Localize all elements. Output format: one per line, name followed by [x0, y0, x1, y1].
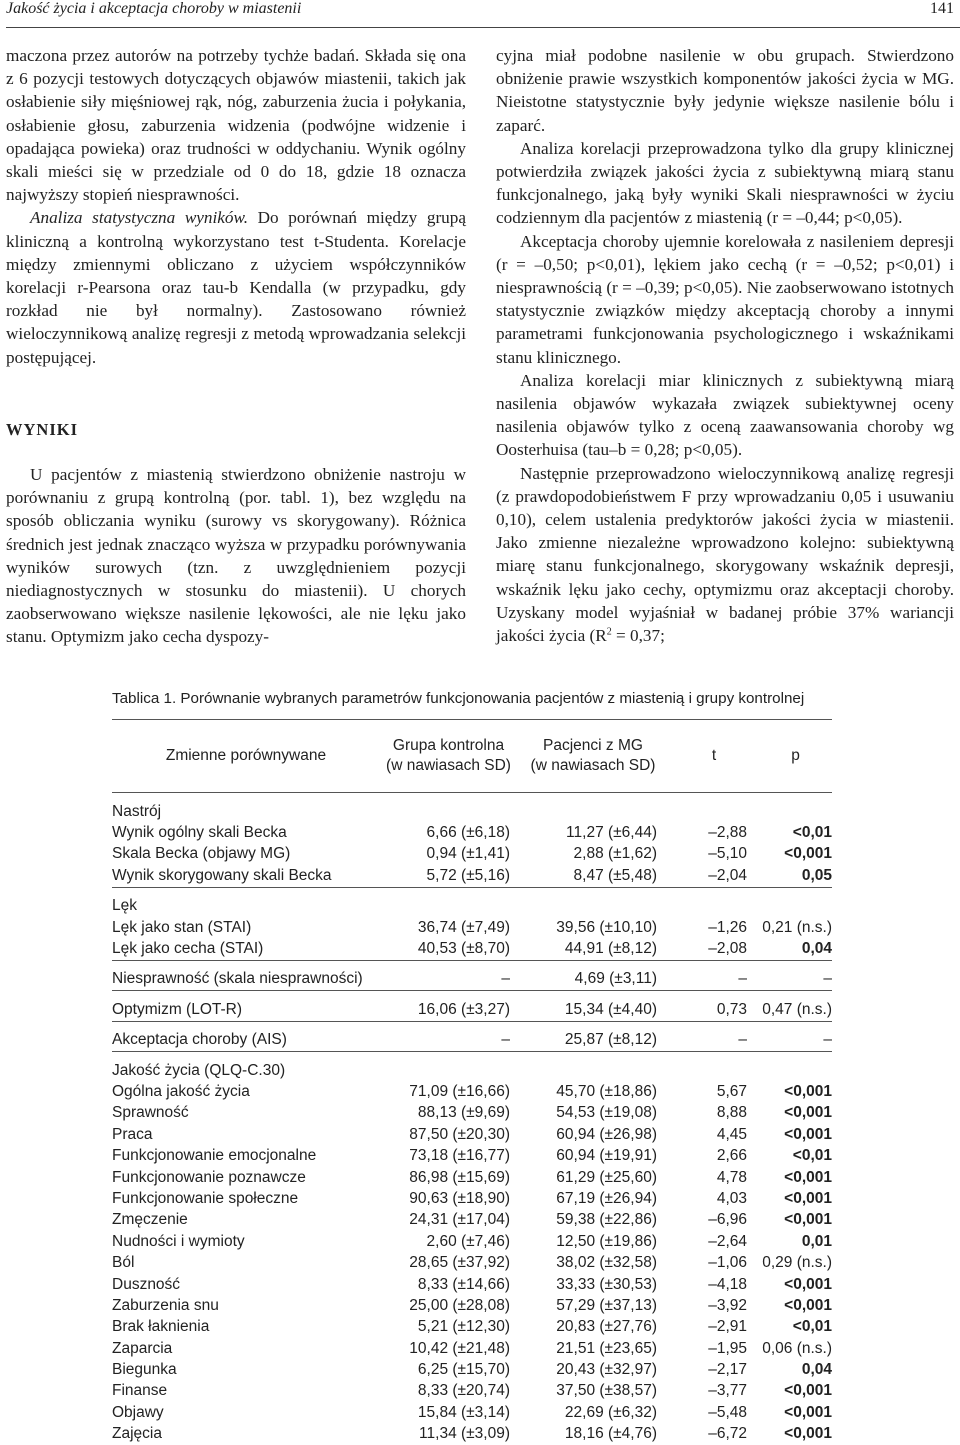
header-t: t — [711, 747, 717, 764]
group-separator — [112, 1021, 832, 1030]
cell-mg: 57,29 (±37,13) — [556, 1296, 657, 1314]
cell-p: <0,001 — [784, 1403, 832, 1421]
cell-mg: 54,53 (±19,08) — [556, 1104, 657, 1122]
row-label: Zajęcia — [112, 1425, 162, 1443]
cell-p: 0,21 (n.s.) — [762, 918, 832, 936]
table-row — [112, 1167, 832, 1188]
row-label: Nudności i wymioty — [112, 1232, 245, 1250]
cell-mg: 22,69 (±6,32) — [564, 1403, 657, 1421]
left-column — [6, 44, 466, 649]
cell-control: 5,72 (±5,16) — [426, 866, 510, 884]
table-row — [112, 1210, 832, 1231]
cell-mg: 37,50 (±38,57) — [556, 1382, 657, 1400]
table-row — [112, 1252, 832, 1273]
statistics-lead: Analiza statystyczna wyników. — [30, 208, 249, 228]
cell-mg: 21,51 (±23,65) — [556, 1339, 657, 1357]
table-row — [112, 1030, 832, 1052]
cell-mg: 45,70 (±18,86) — [556, 1082, 657, 1100]
cell-t: 0,73 — [716, 1000, 747, 1018]
cell-p: <0,001 — [784, 1296, 832, 1314]
cell-mg: 67,19 (±26,94) — [556, 1189, 657, 1207]
cell-p: 0,06 (n.s.) — [762, 1339, 832, 1357]
cell-p: <0,01 — [792, 824, 832, 842]
group-title: Jakość życia (QLQ-C.30) — [112, 1061, 286, 1079]
cell-t: –2,64 — [708, 1232, 747, 1250]
group-title-row — [112, 896, 832, 917]
separator-cell — [112, 793, 832, 802]
cell-t: –1,26 — [708, 918, 747, 936]
cell-mg: 33,33 (±30,53) — [556, 1275, 657, 1293]
cell-control: 16,06 (±3,27) — [417, 1000, 510, 1018]
cell-t: –2,91 — [708, 1318, 747, 1336]
table-row — [112, 1145, 832, 1166]
cell-p: <0,001 — [784, 1425, 832, 1443]
cell-t: –2,08 — [708, 940, 747, 958]
cell-p: 0,01 — [801, 1232, 832, 1250]
cell-mg: 59,38 (±22,86) — [556, 1211, 657, 1229]
group-title-row — [112, 801, 832, 822]
group-separator — [112, 793, 832, 802]
header-control — [380, 720, 517, 793]
superscript-2: 2 — [606, 626, 612, 638]
cell-t: –5,10 — [708, 845, 747, 863]
cell-p: <0,001 — [784, 1125, 832, 1143]
cell-mg: 25,87 (±8,12) — [564, 1031, 657, 1049]
row-label: Funkcjonowanie emocjonalne — [112, 1147, 317, 1165]
table-row — [112, 917, 832, 938]
cell-mg: 2,88 (±1,62) — [573, 845, 657, 863]
cell-mg: 11,27 (±6,44) — [566, 824, 657, 842]
header-p: p — [791, 747, 800, 764]
table-row — [112, 1188, 832, 1209]
group-title-row — [112, 1060, 832, 1081]
row-label: Duszność — [112, 1275, 181, 1293]
header-control-line2: (w nawiasach SD) — [386, 757, 511, 774]
cell-t: –3,77 — [708, 1382, 747, 1400]
cell-control: 90,63 (±18,90) — [409, 1189, 510, 1207]
table-row — [112, 1231, 832, 1252]
cell-t: –2,17 — [708, 1361, 747, 1379]
cell-p: – — [823, 970, 832, 988]
table-row — [112, 822, 832, 843]
row-label: Skala Becka (objawy MG) — [112, 845, 291, 863]
paragraph-correlation-1: Analiza korelacji przeprowadzona tylko dla grupy klinicznej potwierdziła związek jakości życia z subiektywną miarą stanu funkcjonalnego, jaką były wyniki Skali niesprawności w życiu codziennym dla pacjentów z miastenią (r = –0,44; p<0,05). — [496, 138, 954, 228]
cell-t: – — [738, 1031, 747, 1049]
cell-p: <0,01 — [792, 1147, 832, 1165]
table-body — [112, 793, 832, 1445]
table-row — [112, 844, 832, 865]
row-label: Zaparcia — [112, 1339, 173, 1357]
cell-p: 0,04 — [801, 1361, 832, 1379]
table-row — [112, 1317, 832, 1338]
cell-control: 0,94 (±1,41) — [426, 845, 510, 863]
cell-mg: 8,47 (±5,48) — [573, 866, 657, 884]
group-title: Lęk — [112, 897, 137, 915]
cell-mg: 60,94 (±26,98) — [556, 1125, 657, 1143]
cell-control: – — [501, 970, 510, 988]
cell-p: <0,01 — [792, 1318, 832, 1336]
header-mg-line1: Pacjenci z MG — [543, 737, 643, 754]
table-row — [112, 1402, 832, 1423]
cell-mg: 60,94 (±19,91) — [556, 1147, 657, 1165]
cell-t: 4,78 — [716, 1168, 747, 1186]
table-header-row — [112, 720, 832, 793]
table-caption: Tablica 1. Porównanie wybranych parametrów funkcjonowania pacjentów z miastenią i grupy kontrolnej — [112, 690, 805, 707]
cell-t: 5,67 — [716, 1082, 747, 1100]
paragraph-correlation-2: Akceptacja choroby ujemnie korelowała z nasileniem depresji (r = –0,50; p<0,01), lękiem jako cechą (r = –0,52; p<0,01) i niesprawnością (r = –0,39; p<0,05). Nie zaobserwowano istotnych statystycznie związków między akceptacją choroby a innymi parametrami funkcjonowania psychologicznego i wskaźnikami stanu klinicznego. — [496, 231, 954, 367]
table-row — [112, 1381, 832, 1402]
cell-control: 11,34 (±3,09) — [419, 1425, 510, 1443]
cell-p: <0,001 — [784, 845, 832, 863]
cell-p: 0,29 (n.s.) — [762, 1254, 832, 1272]
paragraph-results-2: cyjna miał podobne nasilenie w obu grupach. Stwierdzono obniżenie prawie wszystkich komponentów jakości życia w MG. Nieistotne statystycznie były jedynie większe nasilenie bólu i zaparć. — [496, 46, 954, 135]
cell-t: –5,48 — [708, 1403, 747, 1421]
cell-p: <0,001 — [784, 1168, 832, 1186]
row-label: Funkcjonowanie społeczne — [112, 1189, 299, 1207]
row-label: Biegunka — [112, 1361, 177, 1379]
page-number: 141 — [930, 0, 954, 17]
cell-control: 87,50 (±20,30) — [409, 1125, 510, 1143]
cell-p: <0,001 — [784, 1082, 832, 1100]
row-label: Zmęczenie — [112, 1211, 188, 1229]
row-label: Objawy — [112, 1403, 164, 1421]
section-heading-results: WYNIKI — [6, 419, 79, 439]
paragraph-regression — [496, 462, 954, 648]
row-label: Lęk jako stan (STAI) — [112, 918, 252, 936]
cell-p: <0,001 — [784, 1104, 832, 1122]
running-title: Jakość życia i akceptacja choroby w miastenii — [6, 0, 302, 17]
cell-p: 0,47 (n.s.) — [762, 1000, 832, 1018]
table-row — [112, 1338, 832, 1359]
row-label: Niesprawność (skala niesprawności) — [112, 970, 363, 988]
cell-mg: 44,91 (±8,12) — [564, 940, 657, 958]
group-separator — [112, 887, 832, 896]
separator-cell — [112, 991, 832, 1000]
cell-control: 40,53 (±8,70) — [417, 940, 510, 958]
cell-control: 25,00 (±28,08) — [409, 1296, 510, 1314]
row-label: Ból — [112, 1254, 135, 1272]
table-row — [112, 938, 832, 960]
row-label: Brak łaknienia — [112, 1318, 210, 1336]
cell-control: 5,21 (±12,30) — [417, 1318, 510, 1336]
cell-control: 88,13 (±9,69) — [417, 1104, 510, 1122]
right-column — [496, 44, 954, 647]
cell-p: <0,001 — [784, 1189, 832, 1207]
running-header — [6, 0, 960, 26]
cell-mg: 15,34 (±4,40) — [564, 1000, 657, 1018]
cell-t: –2,88 — [708, 824, 747, 842]
cell-t: –2,04 — [708, 866, 747, 884]
row-label: Wynik skorygowany skali Becka — [112, 866, 332, 884]
regression-text-end: = 0,37; — [611, 626, 665, 646]
cell-t: – — [738, 970, 747, 988]
cell-t: –3,92 — [708, 1296, 747, 1314]
header-mg — [517, 720, 669, 793]
row-label: Optymizm (LOT-R) — [112, 1000, 243, 1018]
cell-t: –1,95 — [708, 1339, 747, 1357]
row-label: Funkcjonowanie poznawcze — [112, 1168, 306, 1186]
row-label: Sprawność — [112, 1104, 189, 1122]
cell-control: 10,42 (±21,48) — [409, 1339, 510, 1357]
separator-cell — [112, 1051, 832, 1060]
cell-control: 6,66 (±6,18) — [426, 824, 510, 842]
header-mg-line2: (w nawiasach SD) — [530, 757, 656, 774]
paragraph-correlation-3: Analiza korelacji miar klinicznych z subiektywną miarą nasilenia objawów wykazała związek subiektywnej oceny nasilenia objawów tylko z oceną zaawansowania choroby wg Oosterhuisa (tau–b = 0,28; p<0,05). — [496, 370, 954, 460]
cell-control: – — [501, 1031, 510, 1049]
cell-t: –4,18 — [708, 1275, 747, 1293]
cell-p: 0,04 — [801, 940, 832, 958]
cell-mg: 18,16 (±4,76) — [564, 1425, 657, 1443]
row-label: Praca — [112, 1125, 153, 1143]
cell-control: 8,33 (±20,74) — [417, 1382, 510, 1400]
paragraph-method-scale: maczona przez autorów na potrzeby tychże badań. Składa się ona z 6 pozycji testowych dotyczących objawów miastenii, takich jak osłabienie siły mięśniowej rąk, nóg, zaburzenia żucia i połykania, osłabienie głosu, zaburzenia widzenia (podwójne widzenie i opadająca powieka) oraz trudności w oddychaniu. Wynik ogólny skali mieści się w przedziale od 0 do 18, gdzie 18 oznacza najwyższy stopień niesprawności. — [6, 46, 466, 205]
group-separator — [112, 1051, 832, 1060]
statistics-text: Do porównań między grupą kliniczną a kontrolną wykorzystano test t-Studenta. Korelacje między zmiennymi obliczano z użyciem współczynników korelacji r-Pearsona oraz tau-b Kendalla (w przypadku, gdy rozkład nie był normalny). Zastosowano również wieloczynnikową analizę regresji z metodą wprowadzania selekcji postępującej. — [6, 208, 466, 367]
cell-t: 2,66 — [716, 1147, 747, 1165]
cell-p: <0,001 — [784, 1382, 832, 1400]
cell-t: –6,96 — [708, 1211, 747, 1229]
row-label: Zaburzenia snu — [112, 1296, 219, 1314]
header-control-line1: Grupa kontrolna — [392, 737, 505, 754]
paragraph-statistics — [6, 206, 466, 368]
cell-t: 4,03 — [716, 1189, 747, 1207]
row-label: Lęk jako cecha (STAI) — [112, 940, 264, 958]
separator-cell — [112, 887, 832, 896]
cell-t: 8,88 — [716, 1104, 747, 1122]
table-row — [112, 1124, 832, 1145]
cell-control: 24,31 (±17,04) — [409, 1211, 510, 1229]
table-row — [112, 1295, 832, 1316]
cell-p: <0,001 — [784, 1275, 832, 1293]
cell-t: –1,06 — [708, 1254, 747, 1272]
table-row — [112, 999, 832, 1021]
cell-control: 6,25 (±15,70) — [417, 1361, 510, 1379]
cell-control: 36,74 (±7,49) — [417, 918, 510, 936]
table-row — [112, 1359, 832, 1380]
cell-control: 15,84 (±3,14) — [417, 1403, 510, 1421]
cell-mg: 20,83 (±27,76) — [556, 1318, 657, 1336]
cell-mg: 38,02 (±32,58) — [556, 1254, 657, 1272]
group-title: Nastrój — [112, 802, 162, 820]
cell-p: – — [823, 1031, 832, 1049]
cell-control: 73,18 (±16,77) — [409, 1147, 510, 1165]
header-rule — [6, 27, 960, 28]
separator-cell — [112, 960, 832, 969]
group-separator — [112, 991, 832, 1000]
table-row — [112, 1103, 832, 1124]
table-row — [112, 1274, 832, 1295]
cell-control: 86,98 (±15,69) — [409, 1168, 510, 1186]
cell-mg: 4,69 (±3,11) — [574, 970, 657, 988]
table-row — [112, 1424, 832, 1445]
table-row — [112, 1081, 832, 1102]
header-variable: Zmienne porównywane — [165, 747, 327, 764]
cell-p: <0,001 — [784, 1211, 832, 1229]
row-label: Finanse — [112, 1382, 168, 1400]
cell-t: –6,72 — [708, 1425, 747, 1443]
comparison-table — [112, 719, 832, 1445]
separator-cell — [112, 1021, 832, 1030]
cell-mg: 20,43 (±32,97) — [556, 1361, 657, 1379]
row-label: Akceptacja choroby (AIS) — [112, 1031, 287, 1049]
cell-t: 4,45 — [716, 1125, 747, 1143]
paragraph-results-1: U pacjentów z miastenią stwierdzono obniżenie nastroju w porównaniu z grupą kontrolną (por. tabl. 1), bez względu na sposób obliczania wyniku (surowy vs skorygowany). Różnica średnich jest jednak znacząco wyższa w przypadku porównywania wyników surowych (tzn. z uwzględnieniem pozycji niediagnostycznych w stosunku do miastenii). U chorych zaobserwowano większe nasilenie lękowości, ale nie lęku jako stanu. Optymizm jako cecha dyspozy- — [6, 465, 466, 647]
group-separator — [112, 960, 832, 969]
cell-control: 8,33 (±14,66) — [417, 1275, 510, 1293]
cell-control: 2,60 (±7,46) — [426, 1232, 510, 1250]
cell-control: 71,09 (±16,66) — [409, 1082, 510, 1100]
cell-mg: 12,50 (±19,86) — [556, 1232, 657, 1250]
table-row — [112, 969, 832, 991]
table-row — [112, 865, 832, 887]
cell-p: 0,05 — [801, 866, 832, 884]
row-label: Wynik ogólny skali Becka — [112, 824, 287, 842]
cell-mg: 39,56 (±10,10) — [556, 918, 657, 936]
cell-control: 28,65 (±37,92) — [409, 1254, 510, 1272]
regression-text: Następnie przeprowadzono wieloczynnikową analizę regresji (z prawdopodobieństwem F przy wprowadzaniu 0,05 i usuwaniu 0,10), celem ustalenia predyktorów jakości życia w miastenii. Jako zmienne niezależne wprowadzono kolejno: subiektywną miarę stanu funkcjonalnego, skorygowany wskaźnik depresji, wskaźnik lęku jako cechy, optymizmu oraz akceptacji choroby. Uzyskany model wyjaśniał w badanej próbie 37% wariancji jakości życia (R — [496, 463, 954, 646]
cell-mg: 61,29 (±25,60) — [556, 1168, 657, 1186]
row-label: Ogólna jakość życia — [112, 1082, 250, 1100]
